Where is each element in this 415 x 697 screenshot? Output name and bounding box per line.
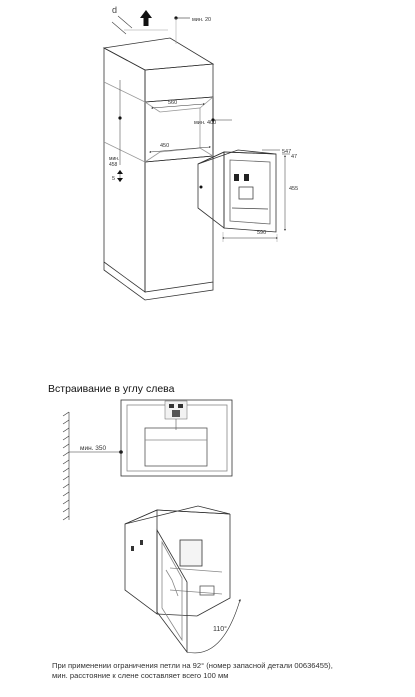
svg-text:мин. 400: мин. 400 [194,120,217,126]
svg-text:455: 455 [289,186,299,192]
coffee-machine-perspective [198,150,276,232]
dimension-min-458 [109,156,119,168]
dimension-min-20 [174,16,211,23]
dimension-min-350 [69,445,123,454]
svg-text:458: 458 [109,162,118,168]
tall-cabinet [104,38,213,300]
note-line-2: мин. расстояние к слене составляет всего 100 мм [52,670,229,680]
svg-text:мин. 20: мин. 20 [192,17,212,23]
door-swing-angle [187,600,240,653]
door-hinge-marks [131,540,143,551]
dimension-5 [112,170,123,182]
svg-text:5: 5 [112,176,116,182]
svg-text:450: 450 [160,143,170,149]
dimension-450 [150,143,210,152]
ventilation-arrow-icon [140,10,152,26]
marker-d-label [112,5,117,15]
side-wall-hatching [63,412,69,520]
installation-note [52,661,412,681]
svg-text:590: 590 [257,230,267,236]
svg-text:110°: 110° [213,626,227,633]
dimension-min-400 [194,118,232,126]
note-line-1: При применении ограничения петли на 92° (номер запасной детали 00636455), [52,661,333,670]
svg-text:мин.: мин. [109,156,120,162]
svg-text:d: d [112,5,118,15]
mount-point-icon [200,186,203,189]
svg-text:47: 47 [291,154,298,160]
section-title: Встраивание в углу слева [48,383,175,395]
svg-text:547: 547 [282,149,292,155]
svg-text:560: 560 [168,100,178,106]
svg-text:мин. 350: мин. 350 [80,445,107,452]
front-panel-controls [165,401,187,430]
dimension-455 [285,156,298,230]
